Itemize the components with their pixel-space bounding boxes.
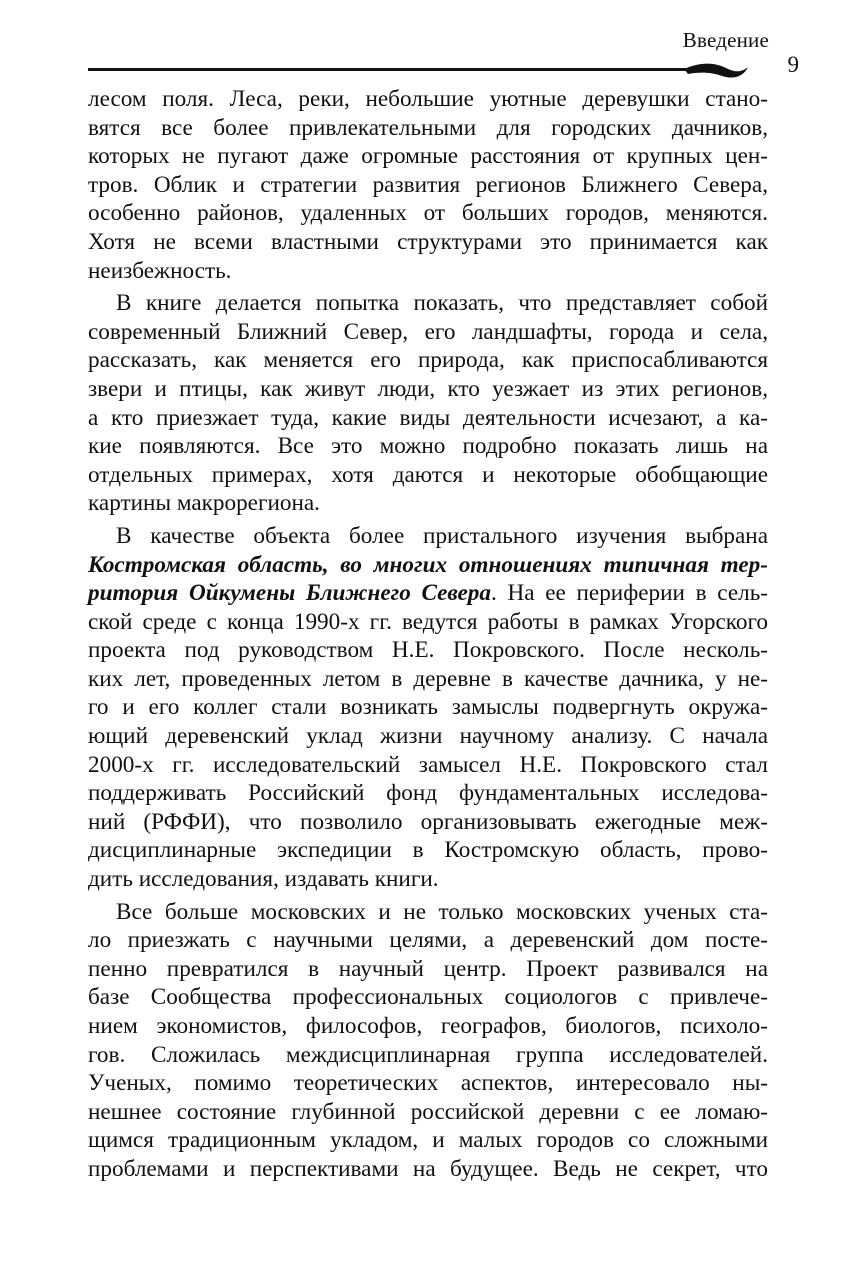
text-line: ких лет, проведенных летом в деревне в качестве дачника, у не- <box>88 665 768 692</box>
text-line: ющий деревенский уклад жизни научному анализу. С начала <box>88 723 768 750</box>
emphasized-text: Костромская область, во многих отношениях типичная тер- <box>88 551 768 578</box>
text-line: Все больше московских и не только московских ученых ста- <box>116 898 768 925</box>
text-line: современный Ближний Север, его ландшафты, города и села, <box>88 318 768 345</box>
text-line: 2000-х гг. исследовательский замысел Н.Е. Покровского стал <box>88 751 768 778</box>
text-line <box>88 579 768 608</box>
text-line: Ученых, помимо теоретических аспектов, интересовало ны- <box>88 1070 768 1097</box>
text-line: В качестве объекта более пристального изучения выбрана <box>116 522 768 549</box>
text-line: щимся традиционным укладом, и малых городов со сложными <box>88 1127 768 1154</box>
text-line: дить исследования, издавать книги. <box>88 866 439 893</box>
text-line: поддерживать Российский фонд фундаментальных исследова- <box>88 780 768 807</box>
text-line: ний (РФФИ), что позволило организовывать ежегодные меж- <box>88 808 768 835</box>
text-line: Хотя не всеми властными структурами это принимается как <box>88 228 768 255</box>
paragraph-1 <box>88 85 768 285</box>
emphasized-text: ритория Ойкумены Ближнего Севера <box>88 580 491 607</box>
text-line: нешнее состояние глубинной российской деревни с ее ломаю- <box>88 1098 768 1125</box>
text-line: ской среде с конца 1990-х гг. ведутся работы в рамках Угорского <box>88 608 768 635</box>
page-number: 9 <box>787 52 799 77</box>
text-line: кие появляются. Все это можно подробно показать лишь на <box>88 433 768 460</box>
text-line: пенно превратился в научный центр. Проект развивался на <box>88 955 768 982</box>
text-line: вятся все более привлекательными для городских дачников, <box>88 114 768 141</box>
paragraph-4 <box>88 898 768 1184</box>
body-text <box>88 85 768 1184</box>
text-line: картины макрорегиона. <box>88 490 320 517</box>
text-line: базе Сообщества профессиональных социологов с привлече- <box>88 984 768 1011</box>
text-run: . На ее периферии в сель- <box>490 580 769 607</box>
text-line: лесом поля. Леса, реки, небольшие уютные деревушки стано- <box>88 86 768 112</box>
text-line: дисциплинарные экспедиции в Костромскую область, прово- <box>88 837 768 864</box>
text-line: звери и птицы, как живут люди, кто уезжает из этих регионов, <box>88 375 768 402</box>
paragraph-2 <box>88 289 768 518</box>
text-line: а кто приезжает туда, какие виды деятельности исчезают, а ка- <box>88 404 768 431</box>
paragraph-3 <box>88 522 768 894</box>
text-line: неизбежность. <box>88 257 232 284</box>
text-line: которых не пугают даже огромные расстояния от крупных цен- <box>88 143 768 170</box>
text-line: проблемами и перспективами на будущее. Ведь не секрет, что <box>88 1155 768 1182</box>
text-line: В книге делается попытка показать, что представляет собой <box>116 290 768 317</box>
text-line: рассказать, как меняется его природа, как приспосабливаются <box>88 347 768 374</box>
text-line: го и его коллег стали возникать замыслы подвергнуть окружа- <box>88 694 768 721</box>
text-line: нием экономистов, философов, географов, биологов, психоло- <box>88 1013 768 1039</box>
text-line: ло приезжать с научными целями, а деревенский дом посте- <box>88 927 768 954</box>
text-line: особенно районов, удаленных от больших городов, меняются. <box>88 200 768 227</box>
text-line: гов. Сложилась междисциплинарная группа исследователей. <box>88 1041 768 1068</box>
running-header-title: Введение <box>682 28 769 52</box>
text-line <box>88 551 768 580</box>
text-line: проекта под руководством Н.Е. Покровского. После несколь- <box>88 637 768 664</box>
text-line: тров. Облик и стратегии развития регионов Ближнего Севера, <box>88 171 768 198</box>
text-line: отдельных примерах, хотя даются и некоторые обобщающие <box>88 461 768 488</box>
